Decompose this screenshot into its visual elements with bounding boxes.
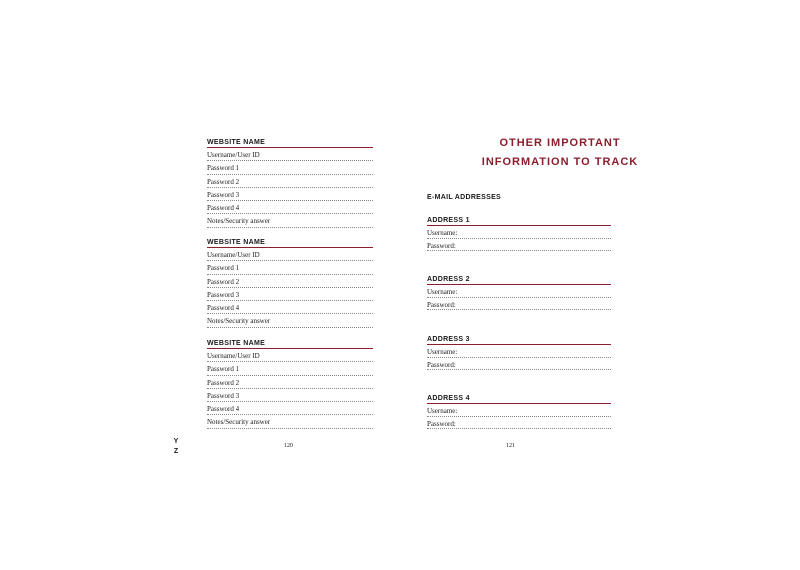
page-number-left: 120 [284,443,293,449]
password-4-field: Password 4 [207,402,373,415]
tab-letter-y: Y [173,438,179,445]
password-2-field: Password 2 [207,175,373,188]
alphabet-tab [172,437,180,457]
website-name-header: WEBSITE NAME [207,237,373,248]
password-2-field: Password 2 [207,376,373,389]
address-header: ADDRESS 2 [427,275,611,285]
password-2-field: Password 2 [207,275,373,288]
page-title-line-2: INFORMATION TO TRACK [481,156,639,168]
notes-field: Notes/Security answer [207,314,373,327]
username-field: Username: [427,226,611,239]
website-block-1 [207,137,373,228]
username-field: Username: [427,345,611,358]
username-field: Username/User ID [207,148,373,161]
tab-letter-z: Z [173,448,179,455]
username-field: Username/User ID [207,248,373,261]
right-page [400,0,800,570]
username-field: Username: [427,285,611,298]
website-name-header: WEBSITE NAME [207,137,373,148]
password-field: Password: [427,298,611,311]
website-name-header: WEBSITE NAME [207,338,373,349]
email-addresses-heading: E-MAIL ADDRESSES [427,194,502,201]
address-header: ADDRESS 3 [427,335,611,345]
address-header: ADDRESS 4 [427,394,611,404]
password-field: Password: [427,358,611,371]
password-field: Password: [427,417,611,430]
password-3-field: Password 3 [207,389,373,402]
username-field: Username/User ID [207,349,373,362]
password-field: Password: [427,239,611,252]
password-1-field: Password 1 [207,261,373,274]
password-4-field: Password 4 [207,301,373,314]
page-number-right: 121 [506,443,515,449]
username-field: Username: [427,404,611,417]
notes-field: Notes/Security answer [207,214,373,227]
website-block-3 [207,338,373,429]
address-block-4 [427,394,611,429]
page-title-line-1: OTHER IMPORTANT [499,137,621,149]
password-4-field: Password 4 [207,201,373,214]
password-1-field: Password 1 [207,362,373,375]
address-block-2 [427,275,611,310]
notes-field: Notes/Security answer [207,415,373,428]
address-block-1 [427,216,611,251]
password-1-field: Password 1 [207,161,373,174]
password-3-field: Password 3 [207,188,373,201]
password-3-field: Password 3 [207,288,373,301]
address-block-3 [427,335,611,370]
address-header: ADDRESS 1 [427,216,611,226]
website-block-2 [207,237,373,328]
